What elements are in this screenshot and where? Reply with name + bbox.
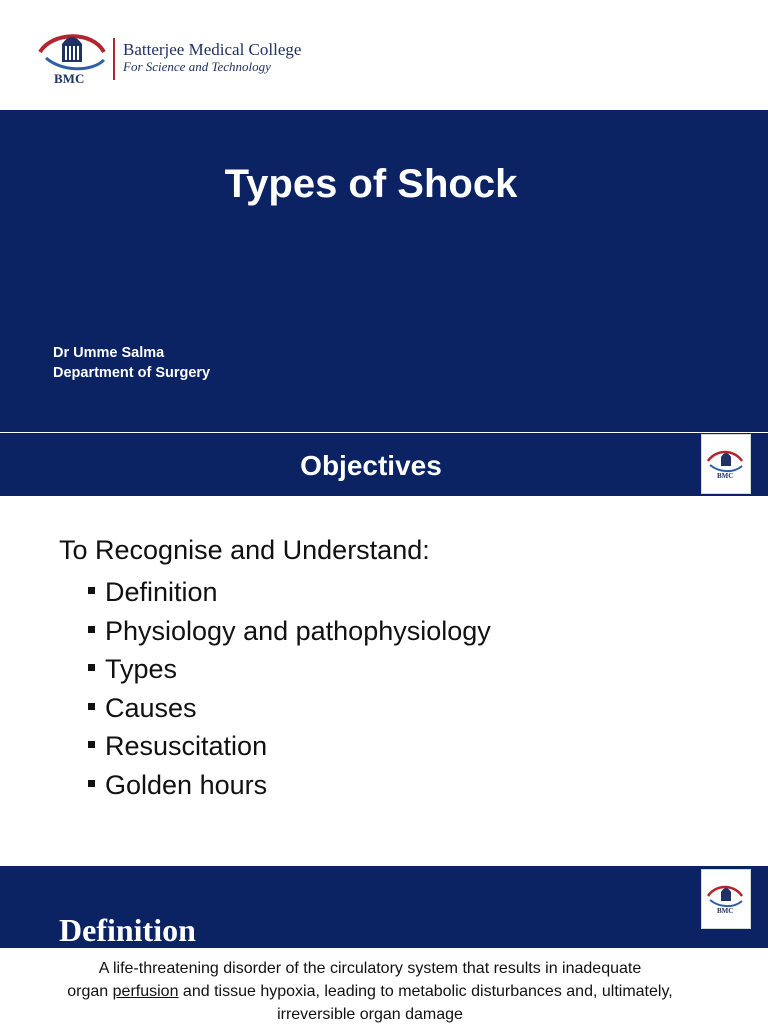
bullet-square-icon bbox=[88, 780, 95, 787]
definition-line-1: A life-threatening disorder of the circulatory system that results in inadequate bbox=[98, 960, 642, 977]
objectives-list bbox=[88, 573, 491, 804]
logo-divider bbox=[113, 38, 115, 80]
definition-line-2: organ perfusion and tissue hypoxia, leading to metabolic disturbances and, ultimately, bbox=[67, 983, 673, 1000]
bmc-logo-thumbnail bbox=[701, 434, 751, 494]
presenter-name: Dr Umme Salma bbox=[53, 345, 165, 361]
list-item: Causes bbox=[88, 689, 491, 728]
bullet-square-icon bbox=[88, 587, 95, 594]
bullet-square-icon bbox=[88, 741, 95, 748]
presenter-info bbox=[53, 343, 210, 383]
objectives-slide bbox=[0, 433, 768, 865]
bmc-logo-text: BMC bbox=[54, 71, 85, 86]
bmc-logo-icon bbox=[702, 435, 750, 493]
objectives-title: Objectives bbox=[300, 450, 442, 481]
bullet-square-icon bbox=[88, 664, 95, 671]
title-slide bbox=[0, 0, 768, 432]
perfusion-term: perfusion bbox=[112, 983, 179, 1000]
bmc-logo-text: BMC bbox=[717, 907, 734, 915]
definition-line-3: irreversible organ damage bbox=[277, 1006, 463, 1023]
list-item: Golden hours bbox=[88, 766, 491, 805]
college-name: Batterjee Medical College bbox=[123, 40, 302, 59]
bmc-logo-icon bbox=[702, 870, 750, 928]
objectives-intro: To Recognise and Understand: bbox=[59, 535, 430, 565]
bmc-logo-text: BMC bbox=[717, 472, 734, 480]
bmc-logo-thumbnail bbox=[701, 869, 751, 929]
logo-header bbox=[0, 0, 768, 110]
definition-title: Definition bbox=[59, 912, 196, 948]
list-item: Types bbox=[88, 650, 491, 689]
college-tagline: For Science and Technology bbox=[123, 59, 271, 74]
bullet-square-icon bbox=[88, 626, 95, 633]
list-item: Definition bbox=[88, 573, 491, 612]
presenter-department: Department of Surgery bbox=[53, 365, 211, 381]
definition-text bbox=[0, 957, 740, 1024]
list-item: Physiology and pathophysiology bbox=[88, 612, 491, 651]
title-band bbox=[0, 110, 768, 432]
bullet-square-icon bbox=[88, 703, 95, 710]
definition-slide bbox=[0, 866, 768, 1024]
slide-title: Types of Shock bbox=[224, 162, 518, 206]
list-item: Resuscitation bbox=[88, 727, 491, 766]
